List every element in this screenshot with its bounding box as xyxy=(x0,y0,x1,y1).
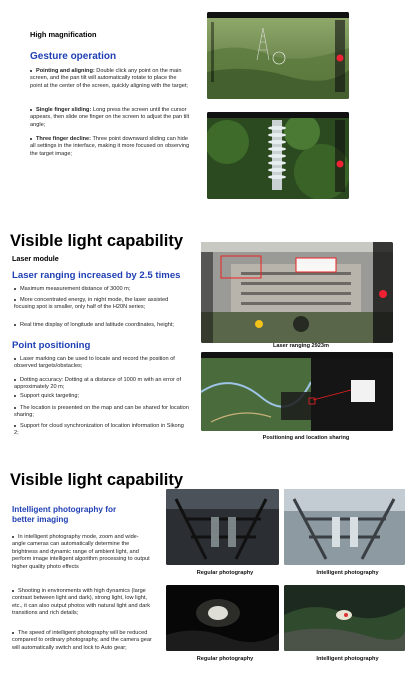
map-positioning-image xyxy=(201,352,393,431)
tower-regular-image xyxy=(166,489,279,565)
bullet-icon xyxy=(30,138,32,140)
bullet-icon xyxy=(14,324,16,326)
night-regular-image xyxy=(166,585,279,651)
s1-item-3: Three finger decline: Three point downward sliding can hide all settings in the interface, making it more focused on observing the target image; xyxy=(30,136,190,157)
photo-regular-night xyxy=(166,585,279,651)
tower-intelligent-image xyxy=(284,489,405,565)
bullet-icon xyxy=(14,358,16,360)
drone-view-insulator-image xyxy=(207,112,349,199)
caption-intelligent-2: Intelligent photography xyxy=(316,656,379,662)
bullet-icon xyxy=(12,590,14,592)
bullet-icon xyxy=(12,536,14,538)
bullet-icon xyxy=(14,379,16,381)
s2-item-5: Dotting accuracy: Dotting at a distance of 1000 m with an error of approximately 20 m; xyxy=(14,377,182,391)
s3-heading: Intelligent photography for better imaging xyxy=(12,505,117,524)
photo-intelligent-night xyxy=(284,585,405,651)
bullet-icon xyxy=(12,632,14,634)
caption-regular-1: Regular photography xyxy=(196,570,254,576)
s3-item-3: The speed of intelligent photography will be reduced compared to ordinary photography, and the camera gear will automatically switch and lock to Auto gear; xyxy=(12,630,152,651)
s2-item-6: Support quick targeting; xyxy=(14,393,189,400)
night-intelligent-image xyxy=(284,585,405,651)
screenshot-positioning xyxy=(201,352,393,431)
s2-item-7: The location is presented on the map and can be shared for location sharing; xyxy=(14,405,189,419)
caption-intelligent-1: Intelligent photography xyxy=(316,570,379,576)
bullet-icon xyxy=(14,395,16,397)
s3-item-2: Shooting in environments with high dynamics (large contrast between light and dark), strong light, low light, etc., it can also output photos with natural light and dark transitions and rich details; xyxy=(12,588,151,617)
bullet-icon xyxy=(30,70,32,72)
s2-heading-point: Point positioning xyxy=(12,340,91,351)
s1-heading: Gesture operation xyxy=(30,51,117,62)
s3-title: Visible light capability xyxy=(10,471,183,489)
laser-ranging-factory-image xyxy=(201,242,393,343)
s2-item-1: Maximum measurement distance of 3000 m; xyxy=(14,286,184,293)
s1-title: High magnification xyxy=(30,30,97,39)
bullet-icon xyxy=(14,425,16,427)
s1-item-2: Single finger sliding: Long press the screen until the cursor appears, then slide one finger on the screen to adjust the pan tilt angle; xyxy=(30,107,190,128)
s1-item-1: Pointing and aligning: Double click any point on the main screen, and the pan tilt will automatically rotate to place the point at the center of the screen, quickly aligning with the target; xyxy=(30,68,188,89)
photo-regular-tower xyxy=(166,489,279,565)
screenshot-pointing xyxy=(207,12,349,99)
s2-module: Laser module xyxy=(12,254,59,263)
bullet-icon xyxy=(14,299,16,301)
s3-item-1: In intelligent photography mode, zoom and wide-angle cameras can automatically determine the brightness and dynamic range of ambient light, and perform image intelligent algorithm processing to output higher quality photo effects xyxy=(12,534,150,570)
drone-view-tower-image xyxy=(207,12,349,99)
screenshot-laser-ranging xyxy=(201,242,393,343)
caption-laser-ranging: Laser ranging 2923m xyxy=(273,343,329,349)
s2-item-2: More concentrated energy, in night mode, the laser assisted focusing spot is smaller, only half of the H20N series; xyxy=(14,297,169,311)
s2-item-3: Real time display of longitude and latitude coordinates, height; xyxy=(14,322,184,329)
s2-title: Visible light capability xyxy=(10,232,183,250)
screenshot-single-finger xyxy=(207,112,349,199)
caption-positioning: Positioning and location sharing xyxy=(262,435,350,441)
bullet-icon xyxy=(14,288,16,290)
s2-heading-laser: Laser ranging increased by 2.5 times xyxy=(12,270,181,281)
photo-intelligent-tower xyxy=(284,489,405,565)
s2-item-8: Support for cloud synchronization of location information in Sikong 2; xyxy=(14,423,184,437)
bullet-icon xyxy=(30,109,32,111)
caption-regular-2: Regular photography xyxy=(196,656,254,662)
bullet-icon xyxy=(14,407,16,409)
s2-item-4: Laser marking can be used to locate and record the position of observed targets/obstacles; xyxy=(14,356,175,370)
